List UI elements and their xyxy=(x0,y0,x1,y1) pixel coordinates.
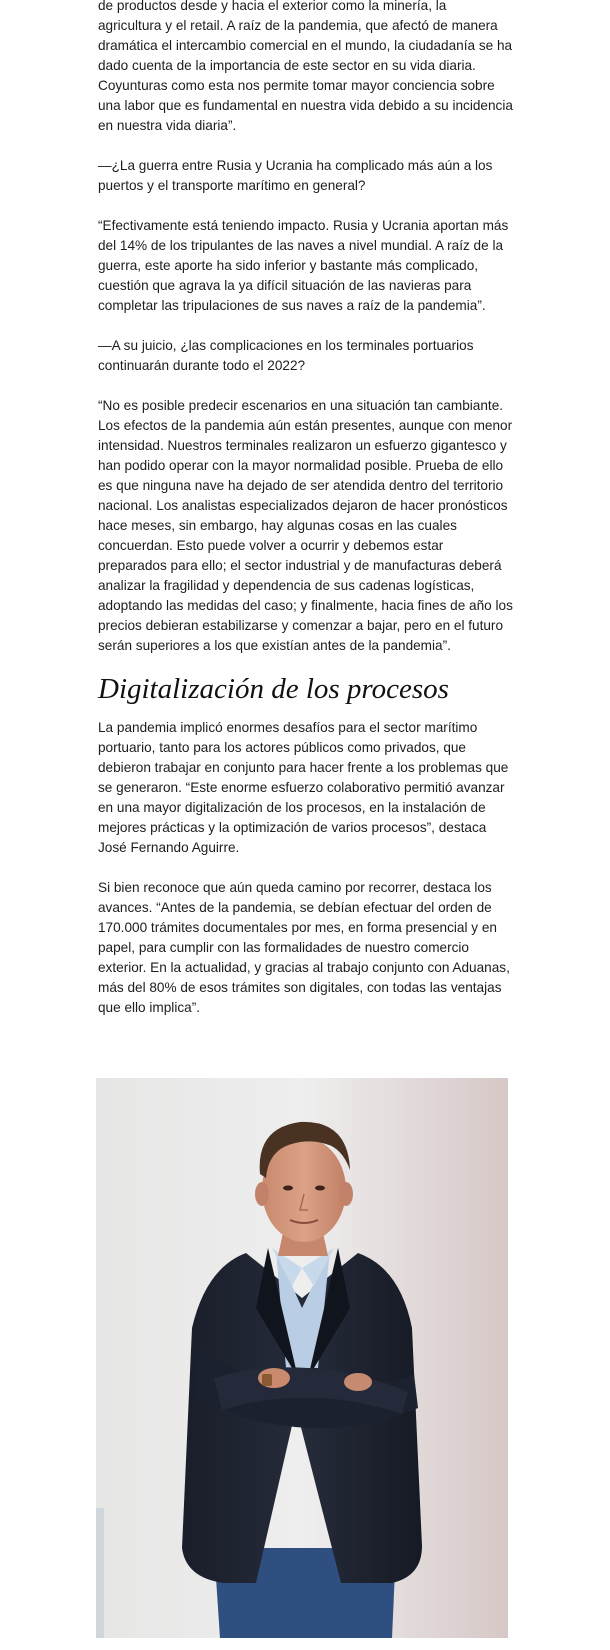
paragraph: Si bien reconoce que aún queda camino por recorrer, destaca los avances. “Antes de la pandemia, se debían efectuar del orden de 170.000 trámites documentales por mes, en forma presencial y en papel, para cumplir con las formalidades de nuestro comercio exterior. En la actualidad, y gracias al trabajo conjunto con Aduanas, más del 80% de esos trámites son digitales, con todas las ventajas que ello implica”. xyxy=(98,880,510,1015)
interview-question: —A su juicio, ¿las complicaciones en los terminales portuarios continuarán durante todo el 2022? xyxy=(98,338,474,373)
article-body xyxy=(98,0,513,1038)
article-photo xyxy=(96,1078,508,1638)
portrait-illustration xyxy=(96,1078,508,1638)
paragraph: La pandemia implicó enormes desafíos para el sector marítimo portuario, tanto para los actores públicos como privados, que debieron trabajar en conjunto para hacer frente a los problemas que se generaron. “Este enorme esfuerzo colaborativo permitió avanzar en una mayor digitalización de los procesos, en la instalación de mejores prácticas y la optimización de varios procesos”, destaca José Fernando Aguirre. xyxy=(98,720,509,855)
interview-answer: “No es posible predecir escenarios en una situación tan cambiante. Los efectos de la pandemia aún están presentes, aunque con menor intensidad. Nuestros terminales realizaron un esfuerzo gigantesco y han podido operar con la mayor normalidad posible. Prueba de ello es que ninguna nave ha dejado de ser atendida dentro del territorio nacional. Los analistas especializados dejaron de hacer pronósticos hace meses, sin embargo, hay algunas cosas en las cuales concuerdan. Esto puede volver a ocurrir y debemos estar preparados para ello; el sector industrial y de manufacturas deberá analizar la fragilidad y dependencia de sus cadenas logísticas, adoptando las medidas del caso; y finalmente, hacia fines de año los precios debieran estabilizarse y comenzar a bajar, pero en el futuro serán superiores a los que existían antes de la pandemia”. xyxy=(98,398,513,653)
paragraph: de productos desde y hacia el exterior como la minería, la agricultura y el retail. A raíz de la pandemia, que afectó de manera dramática el intercambio comercial en el mundo, la ciudadanía se ha dado cuenta de la importancia de este sector en su vida diaria. Coyunturas como esta nos permite tomar mayor conciencia sobre una labor que es fundamental en nuestra vida debido a su incidencia en nuestra vida diaria”. xyxy=(98,0,513,133)
section-heading: Digitalización de los procesos xyxy=(98,673,449,705)
interview-question: —¿La guerra entre Rusia y Ucrania ha complicado más aún a los puertos y el transporte marítimo en general? xyxy=(98,158,493,193)
interview-answer: “Efectivamente está teniendo impacto. Rusia y Ucrania aportan más del 14% de los tripulantes de las naves a nivel mundial. A raíz de la guerra, este aporte ha sido inferior y bastante más complicado, cuestión que agrava la ya difícil situación de las navieras para completar las tripulaciones de sus naves a raíz de la pandemia”. xyxy=(98,218,509,313)
